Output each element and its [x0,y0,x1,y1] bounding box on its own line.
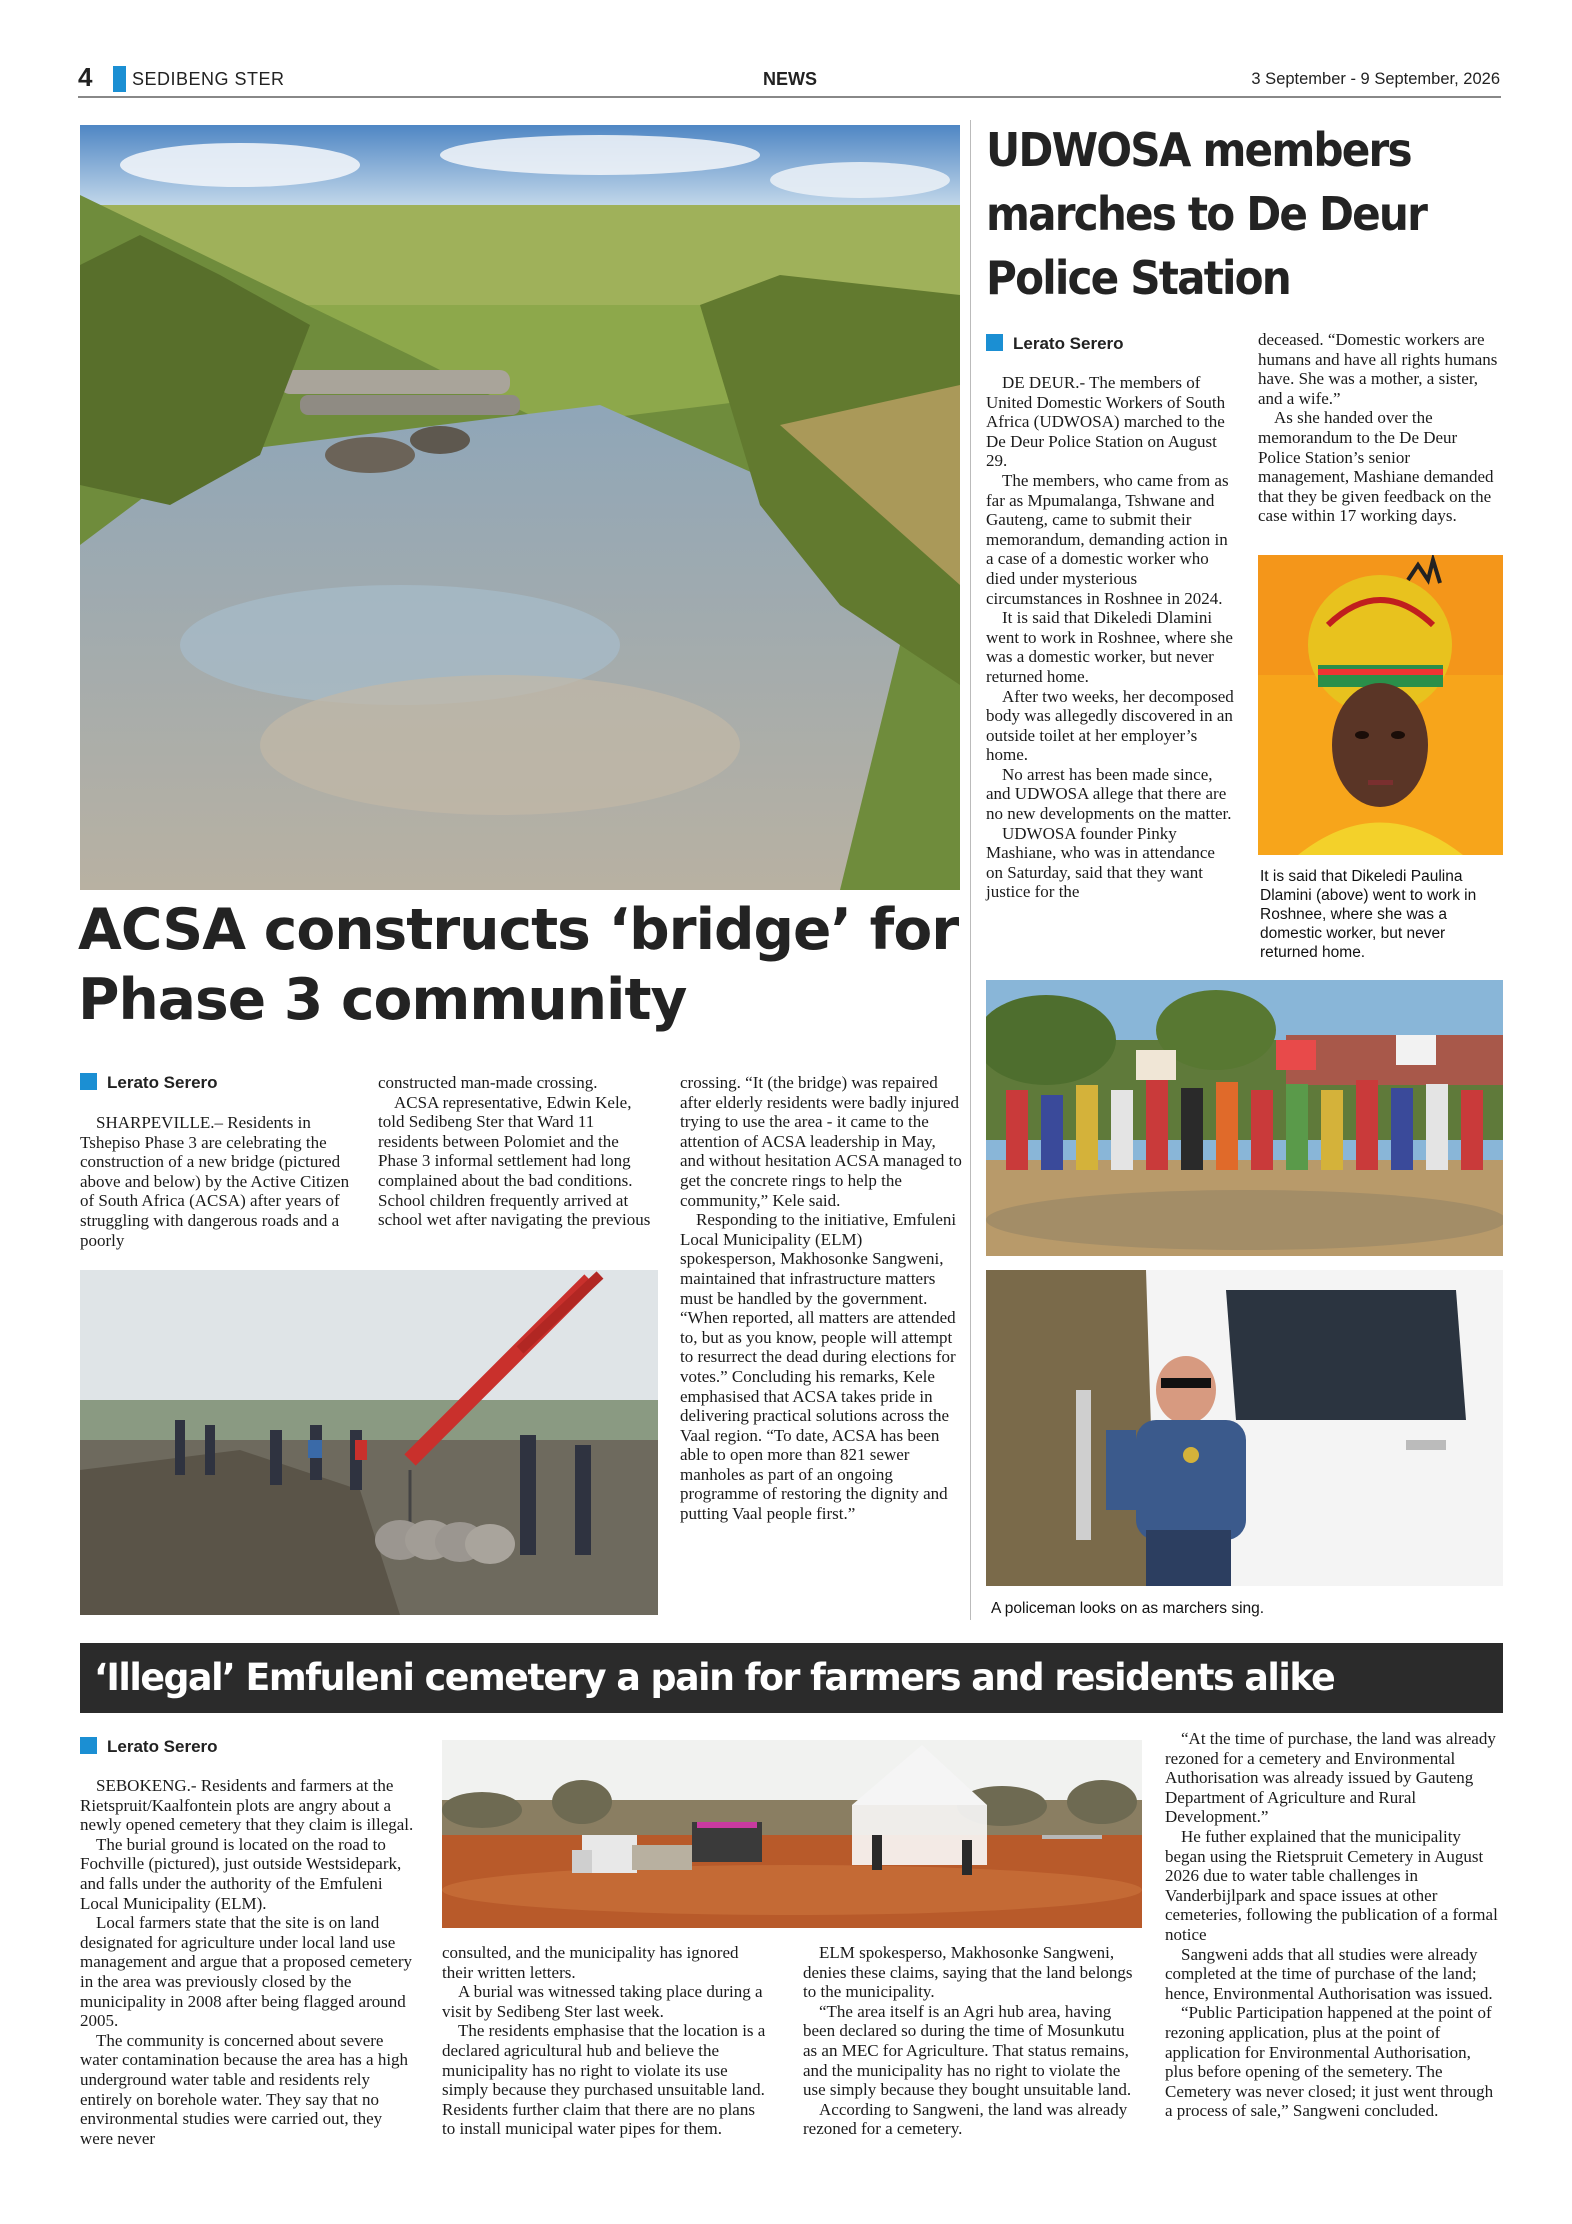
paragraph: DE DEUR.- The members of United Domestic Workers of South Africa (UDWOSA) marched to the De Deur Police Station on August 29. [986,373,1226,471]
byline-name: Lerato Serero [107,1073,218,1092]
byline-name: Lerato Serero [107,1737,218,1756]
paragraph: No arrest has been made since, and UDWOSA allege that there are no new developments on the matter. [986,764,1232,824]
cemetery-headline: ‘Illegal’ Emfuleni cemetery a pain for farmers and residents alike [94,1656,1335,1699]
acsa-column-2 [378,1073,658,1230]
cemetery-column-2 [442,1943,772,2139]
paragraph: The burial ground is located on the road to Fochville (pictured), just outside Westsidepark, and falls under the authority of the Emfuleni Local Municipality (ELM). [80,1834,402,1913]
paragraph: The residents emphasise that the location is a declared agricultural hub and believe the municipality has no right to violate its use simply because they purchased unsuitable land. Residents further claim that there are no plans to install municipal water pipes for them. [442,2021,766,2139]
paragraph: consulted, and the municipality has ignored their written letters. [442,1943,739,1982]
paragraph: A burial was witnessed taking place during a visit by Sedibeng Ster last week. [442,1982,763,2021]
paragraph: After two weeks, her decomposed body was allegedly discovered in an outside toilet at her employer’s home. [986,686,1234,765]
acsa-headline [78,895,958,1035]
paragraph: Sangweni adds that all studies were already completed at the time of purchase of the land; hence, Environmental Authorisation was issued. [1165,1944,1493,2003]
bridge-construction-photo [80,1270,658,1615]
paragraph: It is said that Dikeledi Dlamini went to work in Roshnee, where she was a domestic worker, but never returned home. [986,608,1233,686]
paragraph: SHARPEVILLE.– Residents in Tshepiso Phase 3 are celebrating the construction of a new bridge (pictured above and below) by the Active Citizen of South Africa (ACSA) after years of struggling with dangerous roads and a poorly [80,1113,350,1250]
header-accent-bar [113,66,126,92]
cemetery-column-4 [1165,1729,1503,2121]
river-crossing-photo [80,125,960,890]
udwosa-column-2 [1258,330,1503,526]
byline-square [80,1737,97,1754]
column-rule [970,120,971,1620]
acsa-byline [80,1073,218,1093]
header-rule [78,96,1501,98]
paragraph: SEBOKENG.- Residents and farmers at the Rietspruit/Kaalfontein plots are angry about a newly opened cemetery that they claim is illegal. [80,1776,414,1835]
acsa-headline-line: Phase 3 community [78,967,687,1033]
paragraph: He futher explained that the municipality began using the Rietspruit Cemetery in August 2026 due to water table challenges in Vanderbijlpark and space issues at other cemeteries, following the publication of a formal notice [1165,1826,1498,1944]
acsa-headline-line: ACSA constructs ‘bridge’ for [78,897,959,963]
udwosa-headline [986,118,1426,310]
udwosa-byline [986,334,1124,354]
paragraph: crossing. “It (the bridge) was repaired after elderly residents were badly injured trying to use the area - it came to the attention of ACSA leadership in May, and without hesitation ACSA managed to get the concrete rings to help the community,” Kele said. [680,1073,962,1210]
paragraph: UDWOSA founder Pinky Mashiane, who was in attendance on Saturday, said that they want justice for the [986,823,1215,902]
paragraph: constructed man-made crossing. [378,1073,598,1092]
paragraph: “Public Participation happened at the point of rezoning application, plus at the point of application for Environmental Authorisation, plus before opening of the semetery. The Cemetery was never closed; it just went through a process of sale,” Sangweni concluded. [1165,2003,1494,2121]
march-photo [986,980,1503,1256]
paragraph: According to Sangweni, the land was already rezoned for a cemetery. [803,2099,1128,2139]
section-label: NEWS [763,69,817,89]
paragraph: The community is concerned about severe water contamination because the area has a high underground water table and residents rely entirely on borehole water. They say that no environmental studies were carried out, they were never [80,2030,409,2148]
cemetery-byline [80,1737,218,1757]
issue-date: 3 September - 9 September, 2026 [1251,70,1500,88]
cemetery-column-3 [803,1943,1138,2139]
byline-name: Lerato Serero [1013,334,1124,353]
paragraph: “The area itself is an Agri hub area, having been declared so during the time of Mosunkutu as an MEC for Agriculture. That status remains, and the municipality has no right to violate the use simply because they bought unsuitable land. [803,2001,1132,2100]
police-caption: A policeman looks on as marchers sing. [991,1600,1265,1617]
portrait-caption: It is said that Dikeledi Paulina Dlamini (above) went to work in Roshnee, where she was a domestic worker, but never returned home. [1260,868,1477,961]
paragraph: As she handed over the memorandum to the De Deur Police Station’s senior management, Mashiane demanded that they be given feedback on the case within 17 working days. [1258,408,1494,526]
acsa-column-3 [680,1073,962,1524]
udwosa-headline-line: marches to De Deur [986,187,1427,241]
paragraph: “At the time of purchase, the land was already rezoned for a cemetery and Environmental Authorisation was already issued by Gauteng Department of Agriculture and Rural Development.” [1165,1729,1496,1827]
paragraph: Local farmers state that the site is on land designated for agriculture under local land use management and argue that a proposed cemetery in the area was previously closed by the municipality in 2008 after being flagged around 2005. [80,1913,412,2031]
udwosa-headline-line: UDWOSA members [986,123,1411,177]
cemetery-column-1 [80,1776,415,2148]
byline-square [80,1073,97,1090]
paragraph: Responding to the initiative, Emfuleni Local Municipality (ELM) spokesperson, Makhosonke Sangweni, maintained that infrastructure matters must be handled by the government. “When reported, all matters are attended to, but as you know, people will attempt to resurrect the dead during elections for votes.” Concluding his remarks, Kele emphasised that ACSA takes pride in delivering practical solutions across the Vaal region. “To date, ACSA has been able to open more than 821 sewer manholes as part of an ongoing programme of restoring the dignity and putting Vaal people first.” [680,1210,957,1524]
paragraph: ELM spokesperso, Makhosonke Sangweni, denies these claims, saying that the land belongs to the municipality. [803,1943,1133,2002]
udwosa-headline-line: Police Station [986,251,1290,305]
page-number: 4 [78,62,93,92]
policeman-photo [986,1270,1503,1586]
byline-square [986,334,1003,351]
paper-name: SEDIBENG STER [132,69,285,89]
udwosa-column-1 [986,373,1236,902]
paragraph: deceased. “Domestic workers are humans and have all rights humans have. She was a mother, a sister, and a wife.” [1258,330,1498,408]
cemetery-banner [80,1643,1503,1713]
acsa-column-1 [80,1113,352,1250]
portrait-photo [1258,555,1503,855]
paragraph: ACSA representative, Edwin Kele, told Sedibeng Ster that Ward 11 residents between Polomiet and the Phase 3 informal settlement had long complained about the bad conditions. School children frequently arrived at school wet after navigating the previous [378,1092,651,1230]
paragraph: The members, who came from as far as Mpumalanga, Tshwane and Gauteng, came to submit their memorandum, demanding action in a case of a domestic worker who died under mysterious circumstances in Roshnee in 2024. [986,470,1229,608]
cemetery-photo [442,1740,1142,1928]
